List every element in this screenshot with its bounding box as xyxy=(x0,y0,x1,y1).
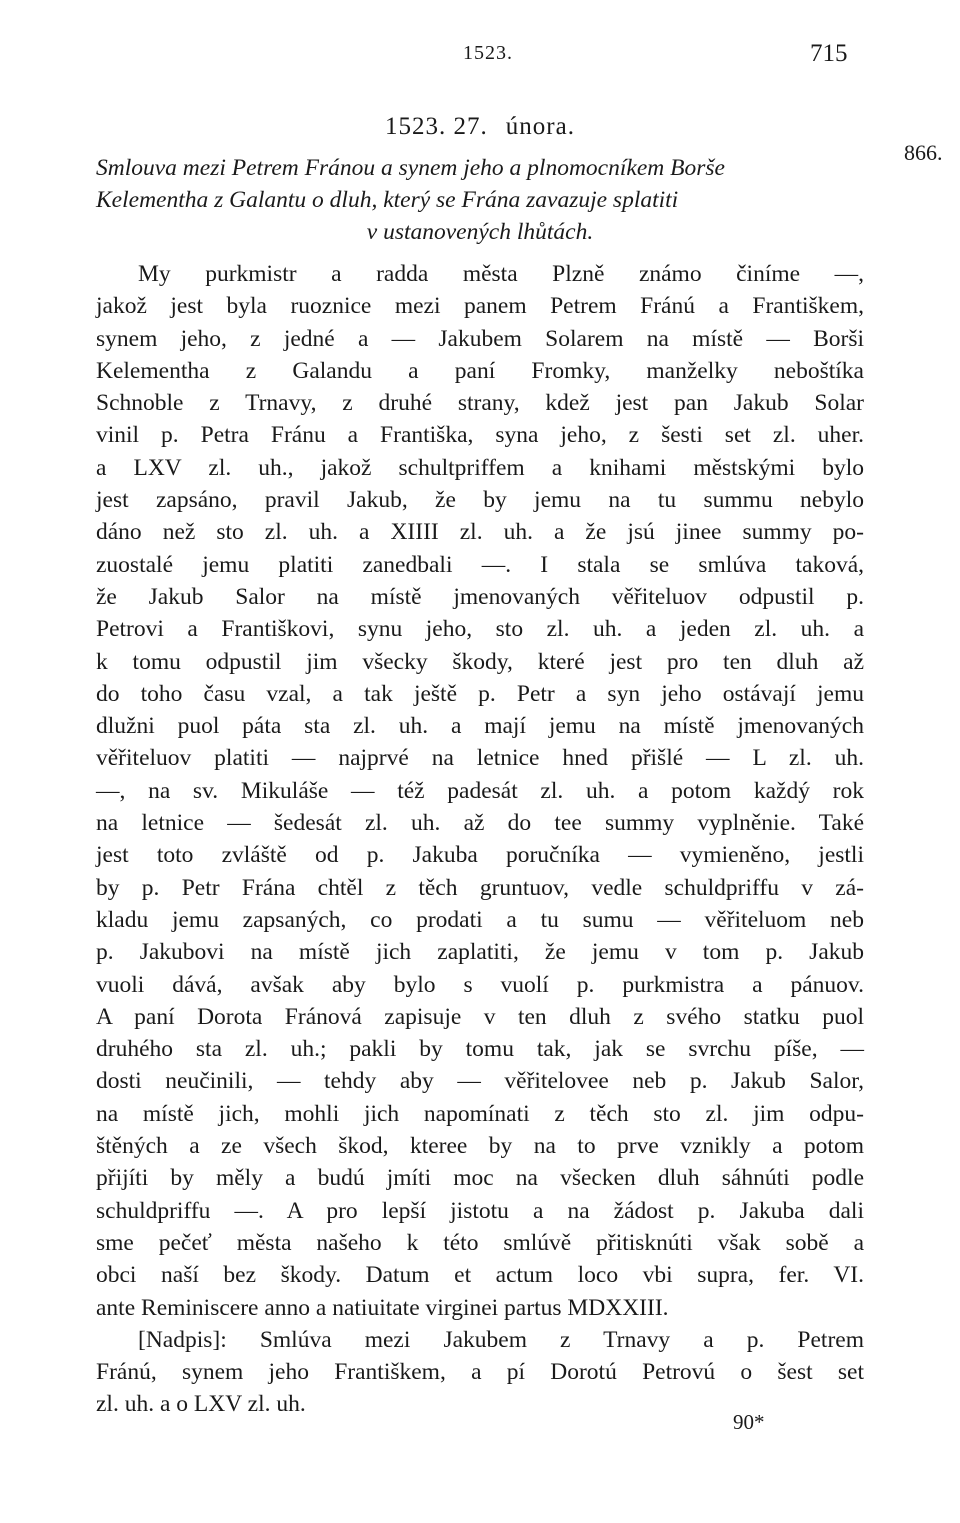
body-line: vuoli dává, avšak aby bylo s vuolí p. purkmistra a pánuov. xyxy=(96,971,864,998)
body-line: jest toto zvláště od p. Jakuba poručníka — vymieněno, jestli xyxy=(96,842,864,869)
document-date xyxy=(0,113,960,141)
body-line: na letnice — šedesát zl. uh. až do tee summy vyplněnie. Také xyxy=(96,810,864,837)
body-line: dáno než sto zl. uh. a XIIII zl. uh. a že jsú jinee summy po- xyxy=(96,519,864,546)
body-line: obci naší bez škody. Datum et actum loco vbi supra, fer. VI. xyxy=(96,1262,864,1289)
body-line: že Jakub Salor na místě jmenovaných věřiteluov odpustil p. xyxy=(96,583,864,610)
body-line: [Nadpis]: Smlúva mezi Jakubem z Trnavy a p. Petrem xyxy=(138,1326,864,1353)
body-line: Petrovi a Františkovi, synu jeho, sto zl. uh. a jeden zl. uh. a xyxy=(96,616,864,643)
body-line: přijíti by měly a budú jmíti moc na všecken dluh sáhnúti podle xyxy=(96,1165,864,1192)
body-line: jest zapsáno, pravil Jakub, že by jemu na tu summu nebylo xyxy=(96,487,864,514)
running-head-year: 1523. xyxy=(463,42,513,64)
body-line: k tomu odpustil jim všecky škody, které jest pro ten dluh až xyxy=(96,648,864,675)
body-line: ante Reminiscere anno a natiuitate virginei partus MDXXIII. xyxy=(96,1294,669,1321)
body-line: a LXV zl. uh., jakož schultpriffem a knihami městskými bylo xyxy=(96,454,864,481)
signature-mark: 90* xyxy=(733,1410,765,1434)
body-line: dlužni puol páta sta zl. uh. a mají jemu na místě jmenovaných xyxy=(96,713,864,740)
date-day-year: 1523. 27. xyxy=(385,113,488,140)
date-month: února. xyxy=(505,113,575,140)
body-text xyxy=(96,258,864,1421)
body-line: zuostalé jemu platiti zanedbali —. I stala se smlúva taková, xyxy=(96,551,864,578)
body-line: zl. uh. a o LXV zl. uh. xyxy=(96,1391,306,1418)
body-line: štěných a ze všech škod, kteree by na to prve vznikly a potom xyxy=(96,1133,864,1160)
body-line: kladu jemu zapsaných, co prodati a tu sumu — věřiteluom neb xyxy=(96,906,864,933)
body-line: by p. Petr Frána chtěl z těch gruntuov, vedle schuldpriffu v zá- xyxy=(96,874,864,901)
body-line: My purkmistr a radda města Plzně známo činíme —, xyxy=(138,261,864,287)
summary-line: v ustanovených lhůtách. xyxy=(366,219,594,245)
document-summary xyxy=(96,152,864,248)
body-line: druhého sta zl. uh.; pakli by tomu tak, jak se svrchu píše, — xyxy=(96,1036,864,1063)
body-line: sme pečeť města našeho k této smlúvě přitisknúti však sobě a xyxy=(96,1229,864,1256)
body-line: dosti neučinili, — tehdy aby — věřitelovee neb p. Jakub Salor, xyxy=(96,1068,864,1095)
body-line: schuldpriffu —. A pro lepší jistotu a na žádost p. Jakuba dali xyxy=(96,1197,864,1224)
page-number: 715 xyxy=(810,40,848,67)
body-line: synem jeho, z jedné a — Jakubem Solarem na místě — Borši xyxy=(96,325,864,352)
body-line: vinil p. Petra Fránu a Františka, syna jeho, z šesti set zl. uher. xyxy=(96,422,864,449)
body-line: Schnoble z Trnavy, z druhé strany, kdež jest pan Jakub Solar xyxy=(96,390,864,417)
summary-line: Smlouva mezi Petrem Fránou a synem jeho a plnomocníkem Borše xyxy=(96,155,725,181)
body-line: do toho času vzal, a tak ještě p. Petr a syn jeho ostávají jemu xyxy=(96,680,864,707)
summary-line: Kelementha z Galantu o dluh, který se Frána zavazuje splatiti xyxy=(96,187,679,213)
body-line: A paní Dorota Fránová zapisuje v ten dluh z svého statku puol xyxy=(96,1003,864,1030)
body-line: Fránú, synem jeho Františkem, a pí Dorotú Petrovú o šest set xyxy=(96,1359,864,1386)
body-line: na místě jich, mohli jich napomínati z těch sto zl. jim odpu- xyxy=(96,1100,864,1127)
body-line: —, na sv. Mikuláše — též padesát zl. uh. a potom každý rok xyxy=(96,777,864,804)
body-line: Kelementha z Galandu a paní Fromky, manželky neboštíka xyxy=(96,357,864,384)
body-line: jakož jest byla ruoznice mezi panem Petrem Fránú a Františkem, xyxy=(96,293,864,320)
body-line: věřiteluov platiti — najprvé na letnice hned přišlé — L zl. uh. xyxy=(96,745,864,772)
document-number: 866. xyxy=(904,140,943,165)
body-line: p. Jakubovi na místě jich zaplatiti, že jemu v tom p. Jakub xyxy=(96,939,864,966)
running-head xyxy=(0,42,960,72)
